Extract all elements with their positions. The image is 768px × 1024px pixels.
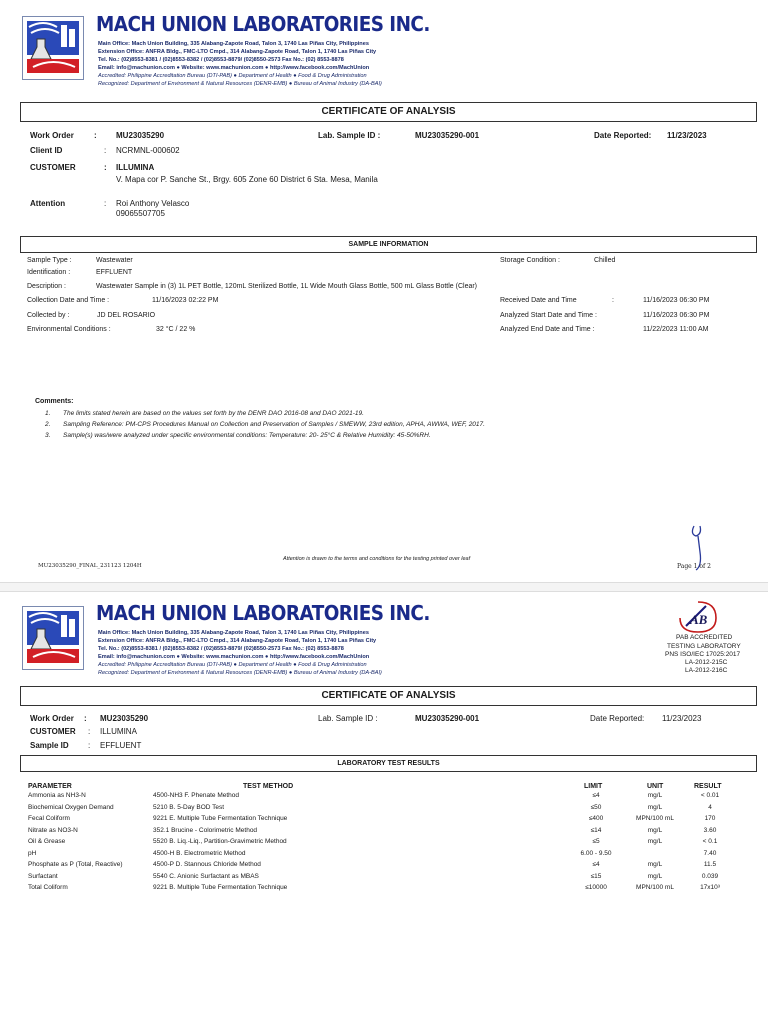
cell-parameter: Ammonia as NH3-N — [28, 792, 86, 799]
env-label: Environmental Conditions : — [27, 326, 111, 333]
colon: : — [104, 146, 107, 155]
work-order-label: Work Order — [30, 131, 74, 140]
cell-parameter: Oil & Grease — [28, 838, 66, 845]
colon: : — [612, 297, 614, 304]
colon: : — [88, 727, 91, 736]
received-label: Received Date and Time — [500, 297, 577, 304]
date-reported-label: Date Reported: — [590, 714, 645, 723]
description-label: Description : — [27, 283, 66, 290]
svg-text:AB: AB — [690, 612, 708, 627]
pab-line: LA-2012-215C — [685, 659, 728, 666]
date-reported-value: 11/23/2023 — [667, 131, 707, 140]
address-extension: Extension Office: ANFRA Bldg., FMC-LTO Cmpd., 314 Alabang-Zapote Road, Talon 1, 1740 Las Piñas City — [98, 49, 377, 55]
attention-name: Roi Anthony Velasco — [116, 199, 190, 208]
lab-name: MACH UNION LABORATORIES INC. — [96, 12, 430, 36]
lab-sample-id-value: MU23035290-001 — [415, 714, 480, 723]
column-header-result: RESULT — [694, 783, 722, 790]
cell-unit: mg/L — [647, 803, 663, 811]
colon: : — [104, 163, 107, 172]
cell-parameter: Fecal Coliform — [28, 815, 70, 822]
cell-test-method: 352.1 Brucine - Colorimetric Method — [153, 826, 258, 834]
page-number: Page 1 of 2 — [677, 563, 711, 570]
collection-value: 11/16/2023 02:22 PM — [152, 297, 219, 304]
env-value: 32 °C / 22 % — [156, 326, 196, 333]
analyzed-start-label: Analyzed Start Date and Time : — [500, 312, 597, 319]
cell-test-method: 4500-NH3 F. Phenate Method — [153, 792, 239, 799]
cell-result: 4 — [708, 803, 712, 811]
comment-number: 2. — [45, 421, 51, 428]
column-header-test-method: TEST METHOD — [243, 783, 294, 790]
pab-line: PAB ACCREDITED — [676, 634, 733, 641]
customer-value: ILLUMINA — [100, 727, 137, 736]
cell-unit: mg/L — [647, 838, 663, 845]
comments-label: Comments: — [35, 398, 74, 405]
cell-unit: MPN/100 mL — [636, 815, 674, 822]
certificate-title: CERTIFICATE OF ANALYSIS — [20, 102, 757, 122]
cell-result: 3.60 — [703, 826, 717, 834]
comment-number: 1. — [45, 410, 51, 417]
cell-limit: ≤400 — [588, 815, 604, 822]
results-title: LABORATORY TEST RESULTS — [20, 755, 757, 772]
cell-result: < 0.1 — [702, 838, 718, 845]
cell-result: < 0.01 — [700, 792, 720, 799]
cell-parameter: Phosphate as P (Total, Reactive) — [28, 861, 123, 868]
sample-id-value: EFFLUENT — [100, 741, 142, 750]
client-id-value: NCRMNL-000602 — [116, 146, 180, 155]
lab-sample-id-value: MU23035290-001 — [415, 131, 480, 140]
cell-test-method: 4500-P D. Stannous Chloride Method — [153, 861, 261, 868]
certificate-title: CERTIFICATE OF ANALYSIS — [20, 686, 757, 706]
lab-logo — [22, 606, 84, 670]
cell-parameter: Nitrate as NO3-N — [28, 826, 78, 834]
address-tel: Tel. No.: (02)8553-8381 / (02)8553-8382 / (02)8553-8879/ (02)8550-2573 Fax No.: (02) 8553-8878 — [98, 57, 344, 63]
cell-test-method: 5210 B. 5-Day BOD Test — [153, 803, 225, 811]
date-reported-value: 11/23/2023 — [662, 714, 702, 723]
storage-label: Storage Condition : — [500, 257, 560, 264]
identification-value: EFFLUENT — [96, 269, 133, 276]
column-header-unit: UNIT — [647, 783, 664, 790]
cell-limit: ≤10000 — [585, 884, 607, 891]
cell-result: 7.40 — [703, 849, 717, 857]
collected-by-value: JD DEL ROSARIO — [97, 312, 156, 319]
address-email: Email: info@machunion.com ● Website: www.machunion.com ● http://www.facebook.com/MachUnion — [98, 654, 370, 660]
cell-test-method: 9221 E. Multiple Tube Fermentation Technique — [153, 815, 288, 822]
collection-label: Collection Date and Time : — [27, 297, 110, 304]
colon: : — [84, 714, 87, 723]
cell-parameter: Surfactant — [28, 872, 58, 880]
cell-result: 11.5 — [703, 861, 717, 868]
column-header-limit: LIMIT — [584, 783, 603, 790]
address-email: Email: info@machunion.com ● Website: www.machunion.com ● http://www.facebook.com/MachUnion — [98, 65, 370, 71]
customer-value: ILLUMINA — [116, 163, 155, 172]
address-main: Main Office: Mach Union Building, 335 Alabang-Zapote Road, Talon 3, 1740 Las Piñas City, Philippines — [98, 41, 369, 47]
cell-result: 170 — [704, 815, 716, 822]
cell-result: 0.039 — [701, 872, 719, 880]
cell-unit: mg/L — [647, 861, 663, 868]
cell-parameter: Biochemical Oxygen Demand — [28, 803, 114, 811]
customer-label: CUSTOMER — [30, 163, 76, 172]
sample-id-label: Sample ID — [30, 741, 69, 750]
column-header-parameter: PARAMETER — [28, 783, 72, 790]
lab-logo — [22, 16, 84, 80]
address-recognized: Recognized: Department of Environment & Natural Resources (DENR-EMB) ● Bureau of Animal Industry (DA-BAI) — [98, 81, 382, 87]
cell-test-method: 5520 B. Liq.-Liq., Partition-Gravimetric Method — [153, 838, 287, 845]
comment-2: Sampling Reference: PM-CPS Procedures Manual on Collection and Preservation of Samples / SMEWW, 23rd edition, APHA, AWWA, WEF, 2017. — [63, 421, 485, 428]
cell-unit: mg/L — [647, 792, 663, 799]
collected-by-label: Collected by : — [27, 312, 70, 319]
cell-unit: mg/L — [647, 826, 663, 834]
analyzed-start-value: 11/16/2023 06:30 PM — [643, 312, 710, 319]
footer-file: MU23035290_FINAL_231123 1204H — [38, 563, 142, 569]
comment-3: Sample(s) was/were analyzed under specific environmental conditions: Temperature: 20- 25°C & Relative Humidity: 45-50%RH. — [63, 432, 431, 439]
cell-limit: ≤15 — [590, 872, 602, 880]
received-value: 11/16/2023 06:30 PM — [643, 297, 710, 304]
client-id-label: Client ID — [30, 146, 63, 155]
lab-sample-id-label: Lab. Sample ID : — [318, 714, 378, 723]
pab-line: LA-2012-216C — [685, 667, 728, 674]
date-reported-label: Date Reported: — [594, 131, 652, 140]
work-order-value: MU23035290 — [100, 714, 149, 723]
page-separator — [0, 582, 768, 592]
storage-value: Chilled — [594, 257, 616, 264]
sample-info-title: SAMPLE INFORMATION — [20, 236, 757, 253]
identification-label: Identification : — [27, 269, 71, 276]
cell-unit: mg/L — [647, 872, 663, 880]
cell-limit: ≤4 — [592, 861, 600, 868]
colon: : — [104, 199, 107, 208]
cell-limit: ≤5 — [592, 838, 600, 845]
comment-1: The limits stated herein are based on the values set forth by the DENR DAO 2016-08 and DAO 2021-19. — [63, 410, 364, 417]
customer-address: V. Mapa cor P. Sanche St., Brgy. 605 Zone 60 District 6 Sta. Mesa, Manila — [116, 175, 378, 184]
work-order-value: MU23035290 — [116, 131, 165, 140]
analyzed-end-label: Analyzed End Date and Time : — [500, 326, 595, 333]
address-extension: Extension Office: ANFRA Bldg., FMC-LTO Cmpd., 314 Alabang-Zapote Road, Talon 1, 1740 Las Piñas City — [98, 638, 377, 644]
colon: : — [94, 131, 97, 140]
analyzed-end-value: 11/22/2023 11:00 AM — [643, 326, 709, 333]
cell-parameter: Total Coliform — [28, 884, 68, 891]
work-order-label: Work Order — [30, 714, 74, 723]
address-accredited: Accredited: Philippine Accreditation Bureau (DTI-PAB) ● Department of Health ● Food & Drug Administration — [98, 662, 367, 668]
cell-limit: 6.00 - 9.50 — [580, 849, 612, 857]
cell-limit: ≤14 — [590, 826, 602, 834]
cell-limit: ≤4 — [592, 792, 600, 799]
attention-label: Attention — [30, 199, 66, 208]
address-tel: Tel. No.: (02)8553-8381 / (02)8553-8382 / (02)8553-8879/ (02)8550-2573 Fax No.: (02) 8553-8878 — [98, 646, 344, 652]
address-accredited: Accredited: Philippine Accreditation Bureau (DTI-PAB) ● Department of Health ● Food & Drug Administration — [98, 73, 367, 79]
cell-test-method: 9221 B. Multiple Tube Fermentation Technique — [153, 884, 288, 891]
address-recognized: Recognized: Department of Environment & Natural Resources (DENR-EMB) ● Bureau of Animal Industry (DA-BAI) — [98, 670, 382, 676]
cell-result: 17x10³ — [700, 884, 720, 891]
customer-label: CUSTOMER — [30, 727, 76, 736]
lab-address — [98, 40, 382, 88]
cell-limit: ≤50 — [590, 803, 602, 811]
comment-number: 3. — [45, 432, 51, 439]
description-value: Wastewater Sample in (3) 1L PET Bottle, 120mL Sterilized Bottle, 1L Wide Mouth Glass Bottle, 500 mL Glass Bottle (Clear) — [96, 283, 478, 290]
colon: : — [88, 741, 91, 750]
cell-parameter: pH — [28, 849, 37, 857]
pab-line: PNS ISO/IEC 17025:2017 — [665, 651, 741, 658]
attention-note: Attention is drawn to the terms and conditions for the testing printed over leaf — [283, 556, 471, 562]
address-main: Main Office: Mach Union Building, 335 Alabang-Zapote Road, Talon 3, 1740 Las Piñas City, Philippines — [98, 630, 369, 636]
sample-type-label: Sample Type : — [27, 257, 72, 264]
attention-phone: 09065507705 — [116, 209, 165, 218]
pab-line: TESTING LABORATORY — [667, 643, 741, 650]
cell-test-method: 4500-H B. Electrometric Method — [153, 849, 246, 857]
cell-unit: MPN/100 mL — [636, 884, 674, 891]
lab-sample-id-label: Lab. Sample ID : — [318, 131, 381, 140]
sample-type-value: Wastewater — [96, 257, 133, 264]
lab-name: MACH UNION LABORATORIES INC. — [96, 601, 430, 625]
cell-test-method: 5540 C. Anionic Surfactant as MBAS — [153, 872, 259, 880]
lab-address — [98, 629, 382, 677]
